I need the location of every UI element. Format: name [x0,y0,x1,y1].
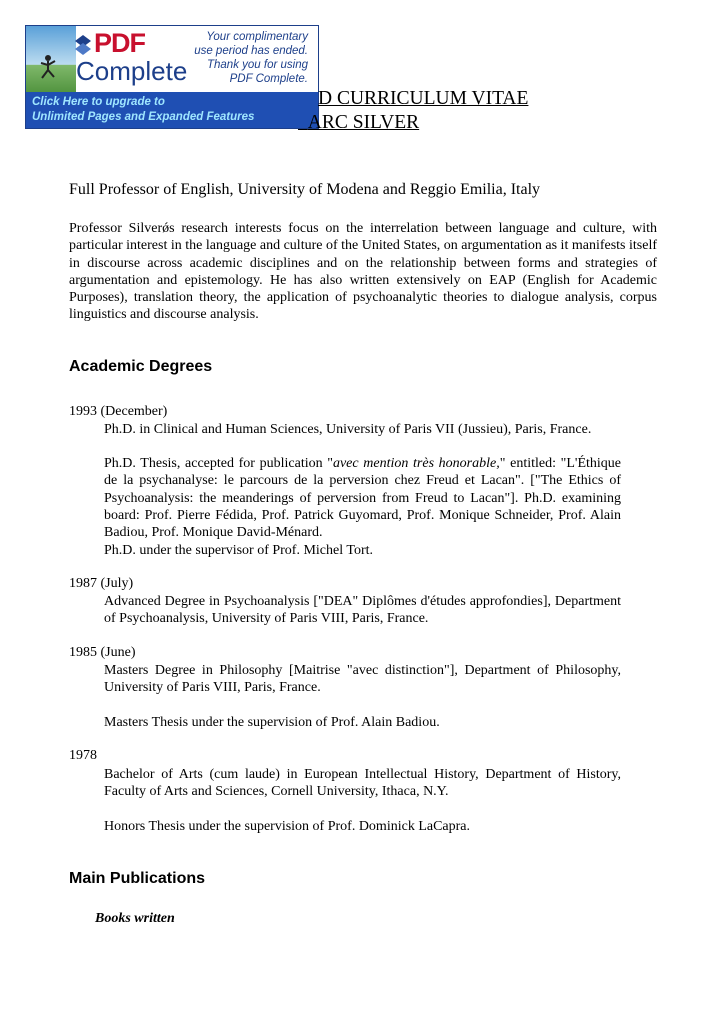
upgrade-line[interactable]: Unlimited Pages and Expanded Features [32,111,255,123]
upgrade-line[interactable]: Click Here to upgrade to [32,96,165,108]
jumping-person-icon [38,54,58,80]
page-title-line-1: D CURRICULUM VITAE [318,88,529,109]
section-heading-publications: Main Publications [69,870,206,887]
upgrade-link[interactable] [26,92,318,129]
thesis-distinction: avec mention très honorable, [332,456,500,471]
degree-date: 1993 (December) [69,404,168,419]
thesis-text: " entitled: "L'Éthique de la psychanalyse: le parcours de la perversion chez Freud et Lacan". ["The Ethics of Psychoanalysis: the meanderings of perversion from Freud to Lacan"]. Ph.D. examining board: Prof. Pierre Fédida, Prof. Patrick Guyomard, Prof. Monique Schneider, Prof. Alain Badiou, Prof. Monique David-Ménard. [104,456,621,541]
thesis-description [104,455,621,541]
degree-description: Ph.D. in Clinical and Human Sciences, University of Paris VII (Jussieu), Paris, France. [104,422,592,437]
position-statement: Full Professor of English, University of Modena and Reggio Emilia, Italy [69,181,541,198]
degree-description: Bachelor of Arts (cum laude) in European Intellectual History, Department of History, Faculty of Arts and Sciences, Cornell University, Ithaca, N.Y. [104,767,621,800]
degree-description: Masters Degree in Philosophy [Maitrise "avec distinction"], Department of Philosophy, University of Paris VIII, Paris, France. [104,663,621,696]
thesis-note: Honors Thesis under the supervision of Prof. Dominick LaCapra. [104,819,471,834]
subheading-books-written: Books written [95,911,175,926]
degree-date: 1985 (June) [69,645,136,660]
trial-message-line: Your complimentary [206,31,308,43]
page-title-name: ARC SILVER [307,112,420,133]
degree-description: Advanced Degree in Psychoanalysis ["DEA" Diplômes d'études approfondies], Department of Psychoanalysis, University of Paris VIII, Paris, France. [104,594,621,627]
pdf-complete-banner[interactable] [25,25,319,129]
page-title-line-2 [298,112,419,134]
degree-date: 1978 [69,748,97,763]
section-heading-degrees: Academic Degrees [69,358,213,375]
thesis-text: Ph.D. Thesis, accepted for publication " [104,456,333,471]
intro-paragraph: Professor Silverǿs research interests focus on the interrelation between language and culture, with particular interest in the language and culture of the United States, on argumentation as it manifests itself in discourse across academic disciplines and on the relationship between forms and strategies of argumentation and epistemology. He has also written extensively on EAP (English for Academic Purposes), translation theory, the application of psychoanalytic theories to dialogue analysis, corpus linguistics and discourse analysis. [69,221,657,323]
logo-complete-text: Complete [76,56,188,86]
trial-message-line: use period has ended. [194,45,308,57]
pdf-logo-chevron-icon [74,34,92,56]
trial-message [178,30,308,86]
trial-message-line: PDF Complete. [229,73,308,85]
supervisor-note: Ph.D. under the supervisor of Prof. Michel Tort. [104,543,374,558]
trial-message-line: Thank you for using [206,59,308,71]
degree-date: 1987 (July) [69,576,134,591]
logo-pdf-text: PDF [94,28,145,58]
thesis-note: Masters Thesis under the supervision of Prof. Alain Badiou. [104,715,440,730]
